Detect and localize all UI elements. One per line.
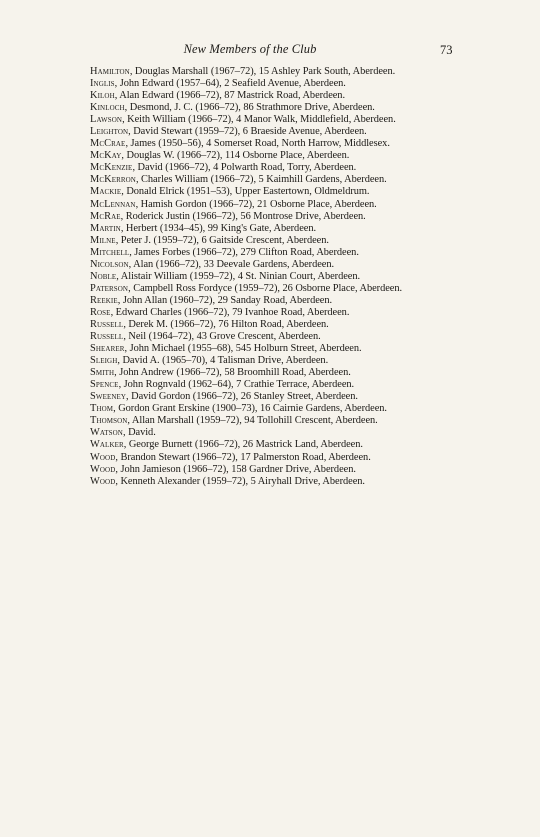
member-entry <box>90 186 436 198</box>
member-details: , Campbell Ross Fordyce (1959–72), 26 Osborne Place, Aberdeen. <box>128 282 403 294</box>
member-details: , Alistair William (1959–72), 4 St. Ninian Court, Aberdeen. <box>116 270 361 282</box>
member-details: , Alan (1966–72), 33 Deevale Gardens, Aberdeen. <box>128 258 335 270</box>
member-details: , John Edward (1957–64), 2 Seafield Avenue, Aberdeen. <box>114 78 346 90</box>
member-details: , Charles William (1966–72), 5 Kaimhill Gardens, Aberdeen. <box>135 174 387 186</box>
member-surname: Mackie <box>90 186 122 198</box>
member-surname: Wood <box>90 451 116 463</box>
member-details: , Gordon Grant Erskine (1900–73), 16 Cairnie Gardens, Aberdeen. <box>113 403 387 415</box>
member-surname: Thom <box>90 403 114 415</box>
member-entry <box>90 307 436 319</box>
member-entry <box>90 391 436 403</box>
member-surname: Russell <box>90 331 124 343</box>
member-surname: Shearer <box>90 343 125 355</box>
member-details: , Derek M. (1966–72), 76 Hilton Road, Aberdeen. <box>123 318 329 330</box>
member-entry <box>90 355 436 367</box>
member-surname: Lawson <box>90 114 123 126</box>
member-details: , Peter J. (1959–72), 6 Gaitside Crescent, Aberdeen. <box>115 234 329 246</box>
member-entry <box>90 271 436 283</box>
member-surname: Smith <box>90 367 115 379</box>
page-number: 73 <box>440 43 453 57</box>
member-entry <box>90 247 436 259</box>
member-surname: Nicolson <box>90 258 129 270</box>
member-surname: Martin <box>90 222 121 234</box>
member-entry <box>90 102 436 114</box>
member-details: , David Gordon (1966–72), 26 Stanley Street, Aberdeen. <box>126 391 358 403</box>
member-surname: Inglis <box>90 78 115 90</box>
member-details: , John Rognvald (1962–64), 7 Crathie Terrace, Aberdeen. <box>118 379 355 391</box>
member-details: , David Stewart (1959–72), 6 Braeside Avenue, Aberdeen. <box>128 126 367 138</box>
member-surname: Kinloch <box>90 102 125 114</box>
page-header <box>0 40 540 60</box>
member-details: , John Jamieson (1966–72), 158 Gardner Drive, Aberdeen. <box>115 463 356 475</box>
member-surname: Mitchell <box>90 246 130 258</box>
member-surname: Wood <box>90 475 116 487</box>
member-entry <box>90 331 436 343</box>
member-details: , John Allan (1960–72), 29 Sanday Road, Aberdeen. <box>117 294 333 306</box>
member-details: , Herbert (1934–45), 99 King's Gate, Aberdeen. <box>120 222 317 234</box>
member-details: , Neil (1964–72), 43 Grove Crescent, Aberdeen. <box>123 331 321 343</box>
member-surname: Kiloh <box>90 90 115 102</box>
running-title: New Members of the Club <box>183 42 317 56</box>
member-details: , Douglas Marshall (1967–72), 15 Ashley Park South, Aberdeen. <box>129 66 396 77</box>
member-entry <box>90 199 436 211</box>
member-entry <box>90 452 436 464</box>
member-entry <box>90 138 436 150</box>
member-details: , David. <box>122 427 156 439</box>
member-surname: Sweeney <box>90 391 127 403</box>
member-details: , David (1966–72), 4 Polwarth Road, Torry, Aberdeen. <box>132 162 357 174</box>
member-surname: Paterson <box>90 282 129 294</box>
member-surname: Milne <box>90 234 116 246</box>
member-entry <box>90 427 436 439</box>
member-entry <box>90 174 436 186</box>
member-details: , David A. (1965–70), 4 Talisman Drive, Aberdeen. <box>117 355 329 367</box>
member-surname: Reekie <box>90 294 118 306</box>
member-surname: McKenzie <box>90 162 133 174</box>
member-entry <box>90 439 436 451</box>
member-entry <box>90 415 436 427</box>
member-details: , Donald Elrick (1951–53), Upper Eastertown, Oldmeldrum. <box>121 186 370 198</box>
member-details: , Edward Charles (1966–72), 79 Ivanhoe Road, Aberdeen. <box>110 306 350 318</box>
member-entry <box>90 78 436 90</box>
member-entry <box>90 259 436 271</box>
member-entry <box>90 211 436 223</box>
member-details: , Hamish Gordon (1966–72), 21 Osborne Place, Aberdeen. <box>135 198 377 210</box>
member-details: , Brandon Stewart (1966–72), 17 Palmerston Road, Aberdeen. <box>115 451 371 463</box>
member-details: , Desmond, J. C. (1966–72), 86 Strathmore Drive, Aberdeen. <box>124 102 375 114</box>
member-entry <box>90 223 436 235</box>
member-entry <box>90 66 436 78</box>
member-entry <box>90 114 436 126</box>
member-surname: McCrae <box>90 138 126 150</box>
member-surname: McLennan <box>90 198 136 210</box>
member-details: , Kenneth Alexander (1959–72), 5 Airyhall Drive, Aberdeen. <box>115 475 365 487</box>
member-entry <box>90 235 436 247</box>
member-details: , Keith William (1966–72), 4 Manor Walk, Middlefield, Aberdeen. <box>122 114 396 126</box>
member-entry <box>90 319 436 331</box>
member-surname: Watson <box>90 427 123 439</box>
member-details: , John Andrew (1966–72), 58 Broomhill Road, Aberdeen. <box>114 367 351 379</box>
member-surname: Rose <box>90 306 111 318</box>
member-details: , Roderick Justin (1966–72), 56 Montrose Drive, Aberdeen. <box>120 210 366 222</box>
member-surname: Russell <box>90 318 124 330</box>
member-entry <box>90 295 436 307</box>
member-details: , George Burnett (1966–72), 26 Mastrick Land, Aberdeen. <box>123 439 363 451</box>
member-entry <box>90 126 436 138</box>
member-surname: Noble <box>90 270 117 282</box>
member-details: , Douglas W. (1966–72), 114 Osborne Place, Aberdeen. <box>121 150 350 162</box>
member-entry <box>90 379 436 391</box>
member-surname: McRae <box>90 210 121 222</box>
member-surname: Hamilton <box>90 66 130 77</box>
member-details: , Alan Edward (1966–72), 87 Mastrick Road, Aberdeen. <box>114 90 346 102</box>
member-entry <box>90 162 436 174</box>
member-entry <box>90 464 436 476</box>
member-surname: McKay <box>90 150 122 162</box>
member-list <box>90 66 436 488</box>
member-surname: Thomson <box>90 415 128 427</box>
member-surname: Wood <box>90 463 116 475</box>
member-entry <box>90 90 436 102</box>
member-details: , James (1950–56), 4 Somerset Road, North Harrow, Middlesex. <box>125 138 390 150</box>
member-entry <box>90 367 436 379</box>
member-entry <box>90 476 436 488</box>
member-surname: Walker <box>90 439 124 451</box>
member-surname: Sleigh <box>90 355 118 367</box>
member-details: , John Michael (1955–68), 545 Holburn Street, Aberdeen. <box>124 343 362 355</box>
member-entry <box>90 403 436 415</box>
member-entry <box>90 283 436 295</box>
member-surname: Spence <box>90 379 119 391</box>
member-entry <box>90 343 436 355</box>
member-surname: McKerron <box>90 174 136 186</box>
member-surname: Leighton <box>90 126 129 138</box>
member-details: , James Forbes (1966–72), 279 Clifton Road, Aberdeen. <box>129 246 359 258</box>
member-entry <box>90 150 436 162</box>
member-details: , Allan Marshall (1959–72), 94 Tollohill Crescent, Aberdeen. <box>127 415 378 427</box>
